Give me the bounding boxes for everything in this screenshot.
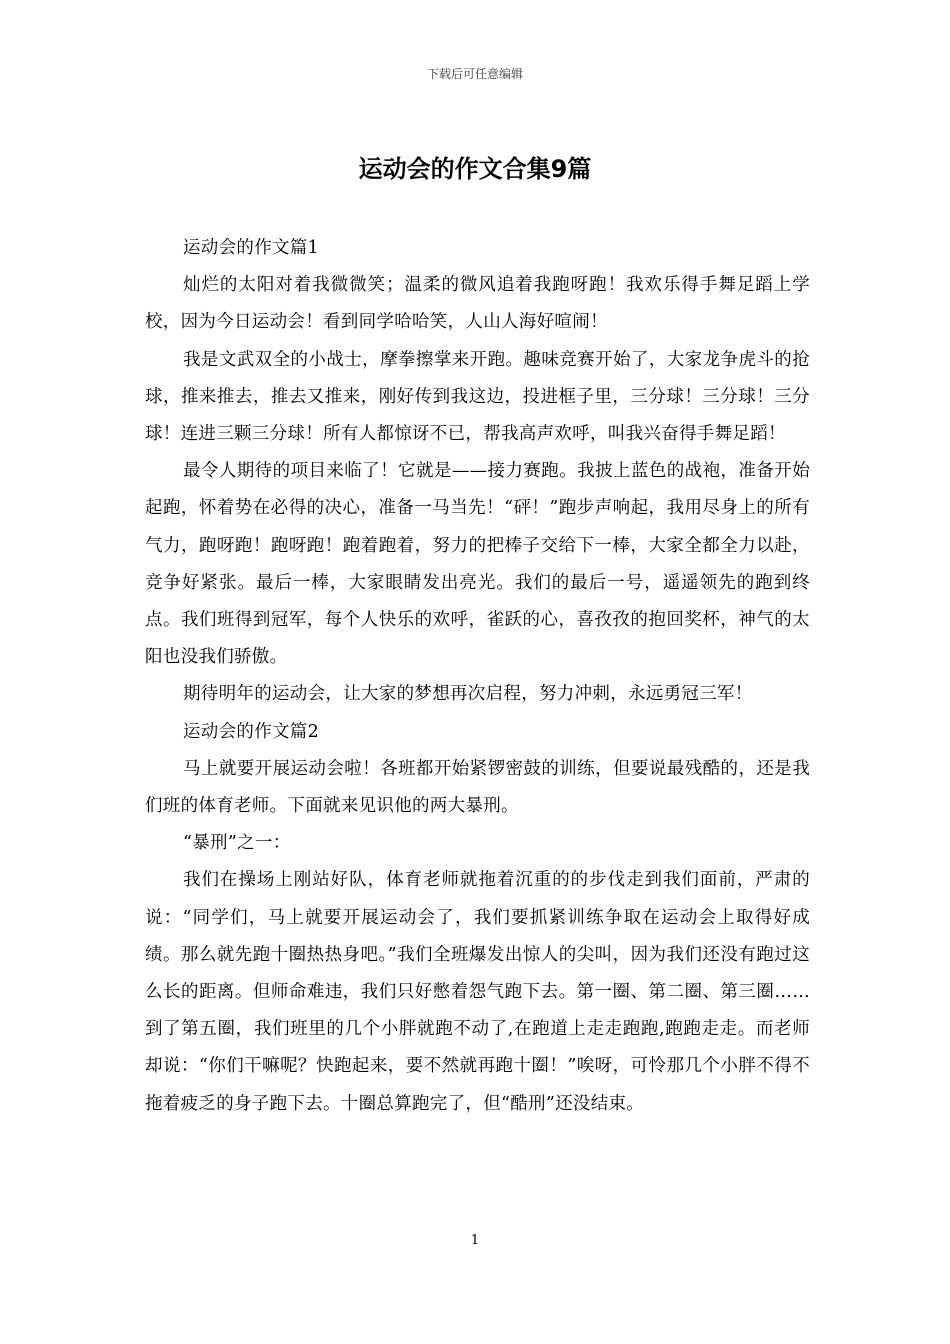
section-heading-1: 运动会的作文篇1: [183, 238, 320, 258]
document-title: 运动会的作文合集9篇: [358, 155, 592, 183]
paragraph: 灿烂的太阳对着我微微笑；温柔的微风追着我跑呀跑！我欢乐得手舞足蹈上学校，因为今日运动会！看到同学哈哈笑，人山人海好喧闹！: [145, 275, 810, 333]
paragraph: 最令人期待的项目来临了！它就是——接力赛跑。我披上蓝色的战袍，准备开始起跑，怀着势在必得的决心，准备一马当先！“砰！”跑步声响起，我用尽身上的所有气力，跑呀跑！跑呀跑！跑着跑着，努力的把棒子交给下一棒，大家全都全力以赴，竞争好紧张。最后一棒，大家眼睛发出亮光。我们的最后一号，遥遥领先的跑到终点。我们班得到冠军，每个人快乐的欢呼，雀跃的心，喜孜孜的抱回奖杯，神气的太阳也没我们骄傲。: [145, 461, 810, 668]
paragraph: 期待明年的运动会，让大家的梦想再次启程，努力冲刺，永远勇冠三军！: [183, 684, 753, 705]
header-note: 下载后可任意编辑: [426, 67, 523, 81]
paragraph: “暴刑”之一：: [183, 833, 291, 854]
section-heading-2: 运动会的作文篇2: [183, 721, 320, 742]
page-number: 1: [470, 1233, 480, 1248]
paragraph: 我是文武双全的小战士，摩拳擦掌来开跑。趣味竞赛开始了，大家龙争虎斗的抢球，推来推去，推去又推来，刚好传到我这边，投进框子里，三分球！三分球！三分球！连进三颗三分球！所有人都惊讶不已，帮我高声欢呼，叫我兴奋得手舞足蹈！: [145, 349, 810, 445]
paragraph: 马上就要开展运动会啦！各班都开始紧锣密鼓的训练，但要说最残酷的，还是我们班的体育老师。下面就来见识他的两大暴刑。: [145, 758, 810, 817]
document-body: [145, 230, 810, 1123]
paragraph: 我们在操场上刚站好队，体育老师就拖着沉重的的步伐走到我们面前，严肃的说：“同学们，马上就要开展运动会了，我们要抓紧训练争取在运动会上取得好成绩。那么就先跑十圈热热身吧。”我们全班爆发出惊人的尖叫，因为我们还没有跑过这么长的距离。但师命难违，我们只好憋着怨气跑下去。第一圈、第二圈、第三圈……到了第五圈，我们班里的几个小胖就跑不动了,在跑道上走走跑跑,跑跑走走。而老师却说：“你们干嘛呢？快跑起来，要不然就再跑十圈！”唉呀，可怜那几个小胖不得不拖着疲乏的身子跑下去。十圈总算跑完了，但“酷刑”还没结束。: [145, 870, 810, 1114]
